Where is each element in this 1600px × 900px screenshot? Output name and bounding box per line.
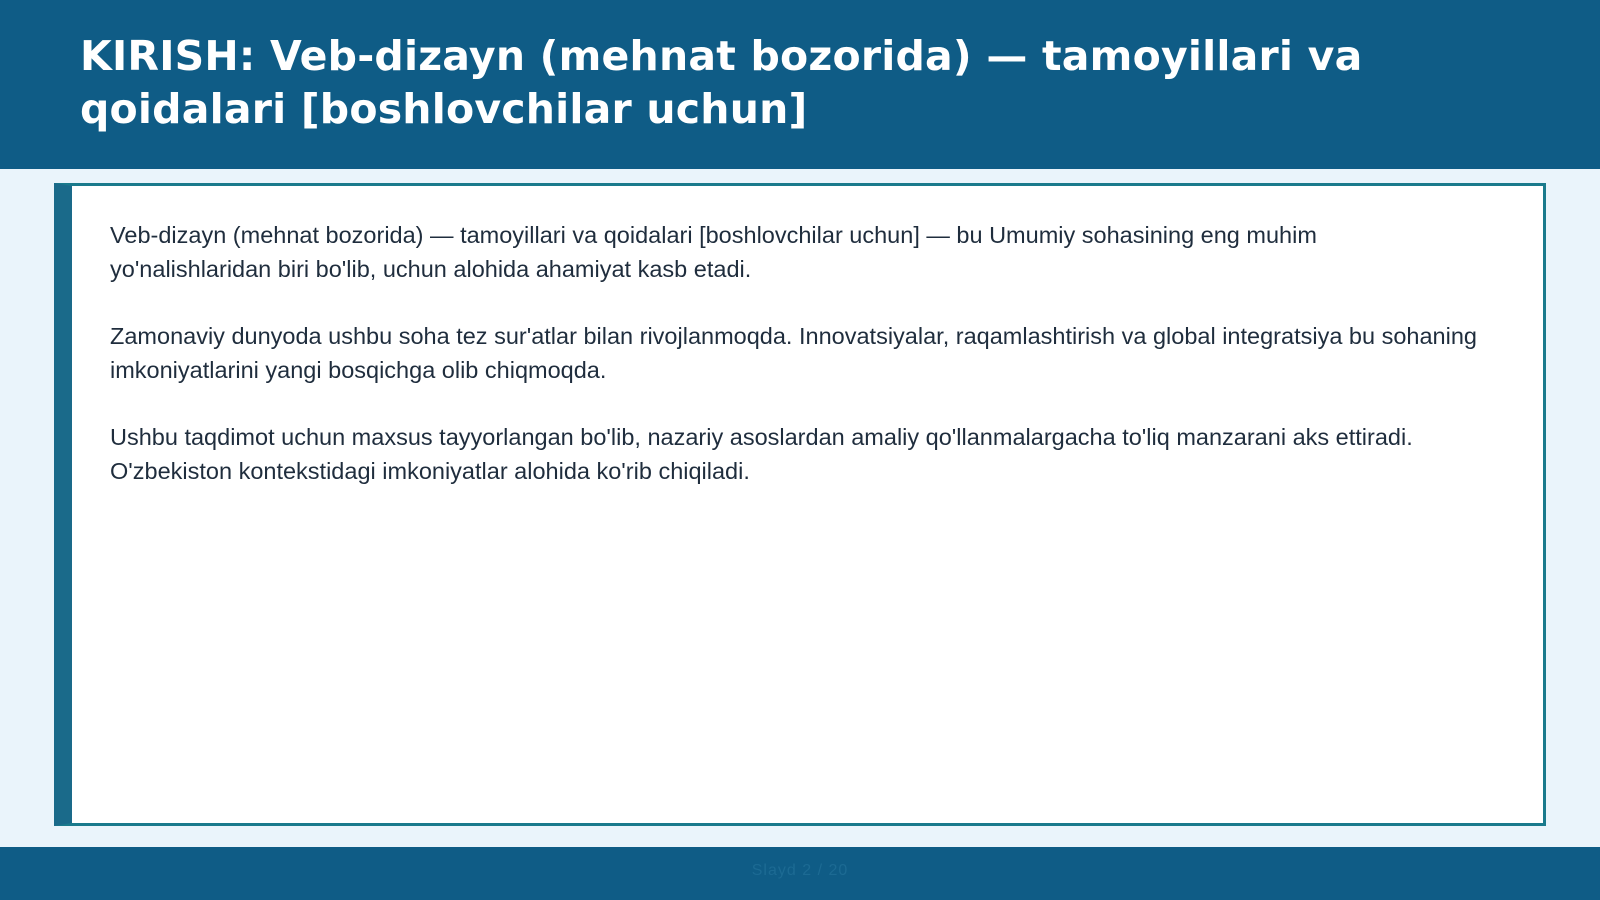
title-bar	[0, 0, 1600, 169]
content-card	[54, 183, 1546, 826]
paragraph-intro: Veb-dizayn (mehnat bozorida) — tamoyillari va qoidalari [boshlovchilar uchun] — bu Umumiy sohasining eng muhim yo'nalishlaridan biri bo'lib, uchun alohida ahamiyat kasb etadi.	[110, 222, 1317, 282]
footer-bar	[0, 847, 1600, 900]
slide-number: Slayd 2 / 20	[751, 862, 849, 879]
paragraph-modern-world: Zamonaviy dunyoda ushbu soha tez sur'atlar bilan rivojlanmoqda. Innovatsiyalar, raqamlashtirish va global integratsiya bu sohaning imkoniyatlarini yangi bosqichga olib chiqmoqda.	[110, 323, 1477, 383]
slide-title: KIRISH: Veb-dizayn (mehnat bozorida) — tamoyillari va qoidalari [boshlovchilar uchun]	[80, 32, 1363, 133]
paragraph-presentation: Ushbu taqdimot uchun maxsus tayyorlangan bo'lib, nazariy asoslardan amaliy qo'llanmalargacha to'liq manzarani aks ettiradi. O'zbekiston kontekstidagi imkoniyatlar alohida ko'rib chiqiladi.	[110, 424, 1413, 484]
